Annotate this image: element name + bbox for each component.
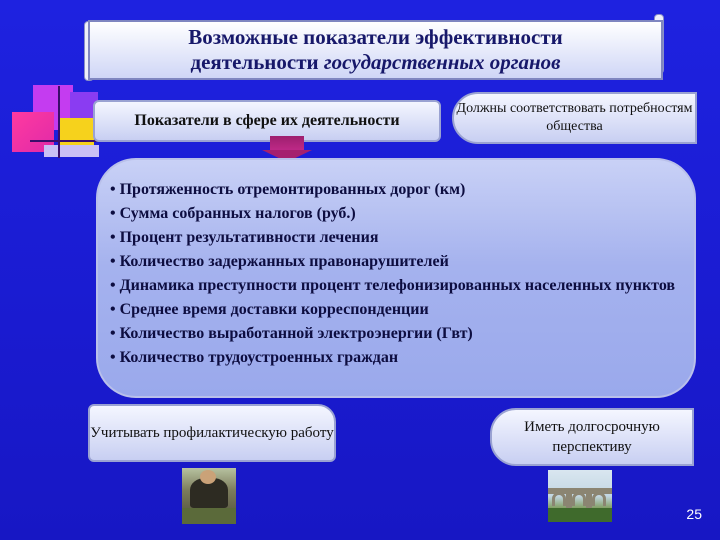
title-line-2-italic: государственных органов bbox=[323, 50, 561, 74]
indicators-list bbox=[110, 178, 680, 370]
bridge-photo bbox=[548, 470, 612, 522]
bridge-arch bbox=[592, 492, 606, 506]
workers-photo-head bbox=[200, 470, 216, 484]
bridge-trees bbox=[548, 508, 612, 522]
longterm-box bbox=[490, 408, 694, 466]
list-item: • Протяженность отремонтированных дорог (км) bbox=[110, 181, 466, 198]
bridge-arch bbox=[572, 492, 586, 506]
list-item: • Процент результативности лечения bbox=[110, 229, 379, 246]
decor-line-vertical bbox=[58, 86, 60, 158]
bridge-arch bbox=[552, 492, 566, 506]
list-item: • Среднее время доставки корреспонденции bbox=[110, 301, 429, 318]
workers-photo-ground bbox=[182, 508, 236, 524]
list-item: • Динамика преступности процент телефонизированных населенных пунктов bbox=[110, 277, 676, 294]
title-line-2 bbox=[190, 50, 560, 75]
needs-box bbox=[452, 92, 697, 144]
workers-photo bbox=[182, 468, 236, 524]
title-line-2-normal: деятельности bbox=[190, 50, 324, 74]
list-item: • Количество выработанной электроэнергии (Гвт) bbox=[110, 325, 473, 342]
list-item: • Сумма собранных налогов (руб.) bbox=[110, 205, 356, 222]
slide-title bbox=[88, 20, 663, 80]
list-item: • Количество трудоустроенных граждан bbox=[110, 349, 399, 366]
prevention-box bbox=[88, 404, 336, 462]
list-item: • Количество задержанных правонарушителей bbox=[110, 253, 449, 270]
indicators-list-box bbox=[96, 158, 696, 398]
needs-box-label: Должны соответствовать потребностям общества bbox=[456, 101, 693, 134]
title-line-1: Возможные показатели эффективности bbox=[188, 25, 563, 49]
page-number: 25 bbox=[686, 506, 702, 522]
longterm-box-label: Иметь долгосрочную перспективу bbox=[524, 419, 660, 455]
indicators-box-label: Показатели в сфере их деятельности bbox=[134, 112, 400, 129]
decor-bar-light bbox=[44, 145, 99, 157]
decor-line-horizontal bbox=[30, 140, 105, 142]
indicators-box bbox=[93, 100, 441, 142]
prevention-box-label: Учитывать профилактическую работу bbox=[90, 425, 334, 441]
